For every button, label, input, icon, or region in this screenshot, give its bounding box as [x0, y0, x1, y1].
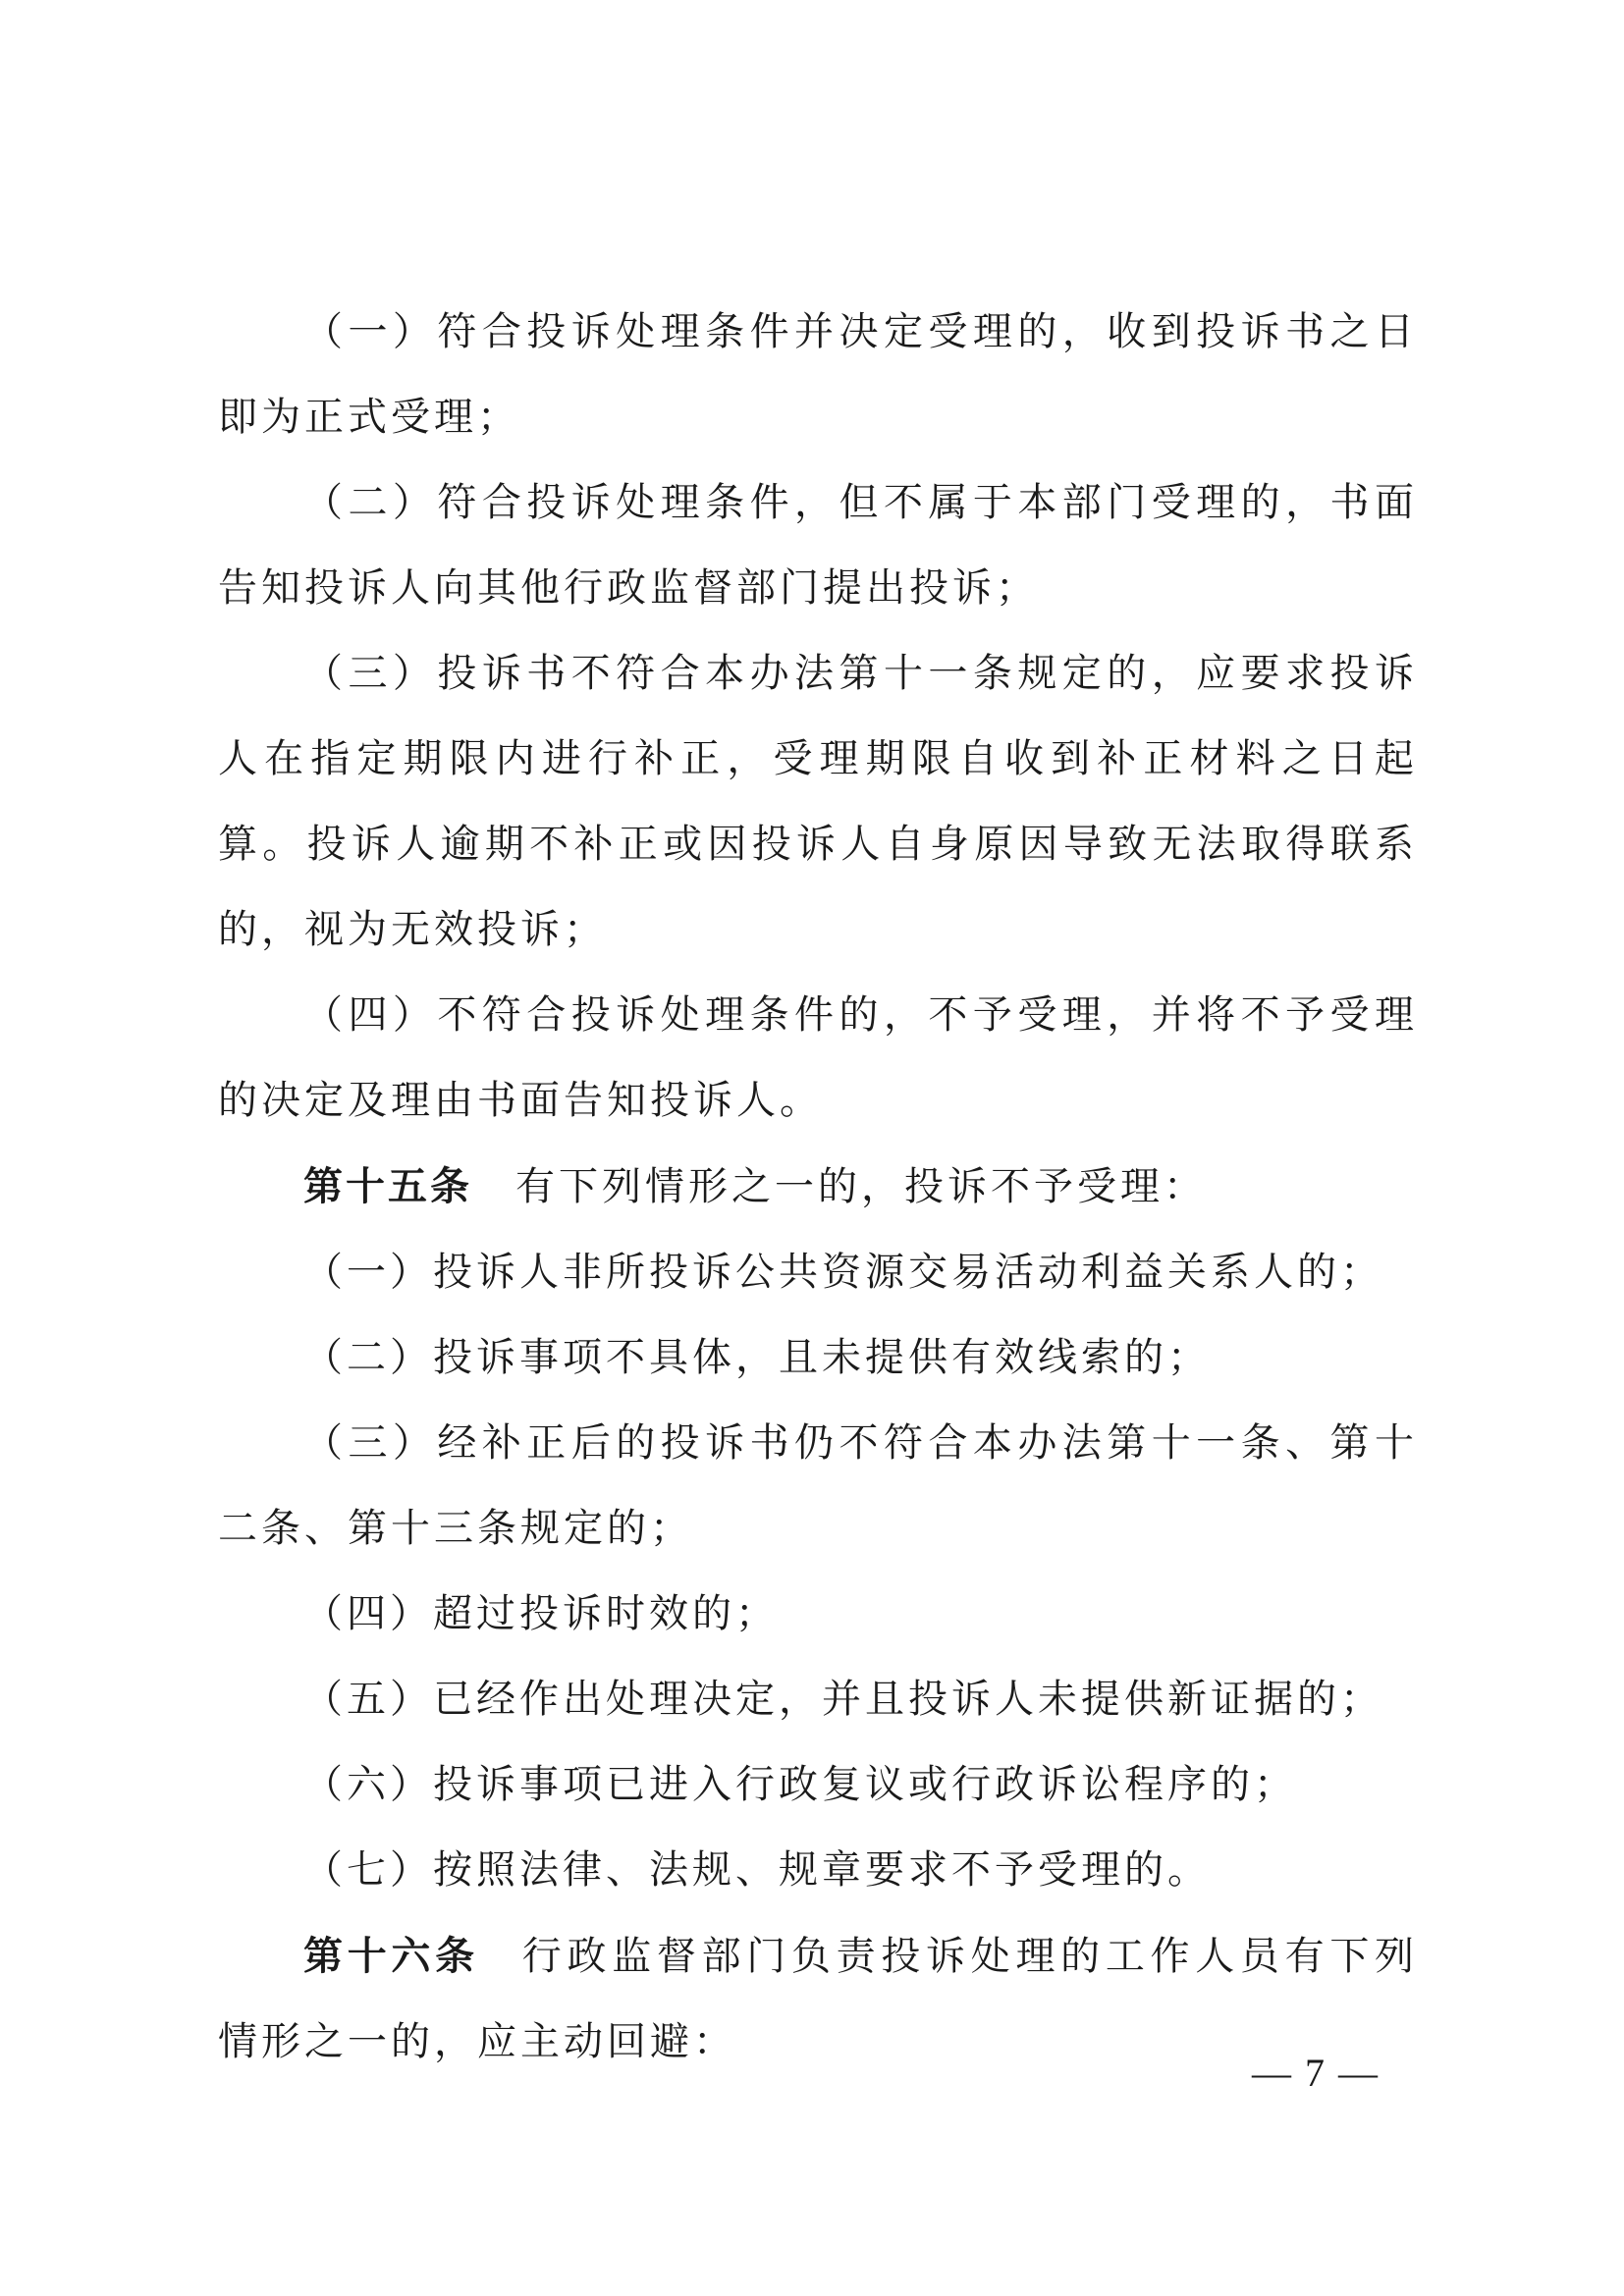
- paragraph-text: （五）已经作出处理决定，并且投诉人未提供新证据的；: [303, 1677, 1383, 1722]
- paragraph-8: [218, 1401, 1418, 1572]
- paragraph-text: （四）不符合投诉处理条件的，不予受理，并将不予受理的决定及理由书面告知投诉人。: [218, 992, 1418, 1123]
- paragraph-3: [218, 631, 1418, 973]
- paragraph-text: （三）投诉书不符合本办法第十一条规定的，应要求投诉人在指定期限内进行补正，受理期限自收到补正材料之日起算。投诉人逾期不补正或因投诉人自身原因导致无法取得联系的，视为无效投诉；: [218, 651, 1418, 952]
- page-number: — 7 —: [1252, 2051, 1380, 2095]
- paragraph-10: [218, 1657, 1418, 1742]
- paragraph-9: [218, 1572, 1418, 1657]
- paragraph-11: [218, 1742, 1418, 1828]
- article-16: [218, 1913, 1418, 2085]
- paragraph-text: 行政监督部门负责投诉处理的工作人员有下列情形之一的，应主动回避：: [218, 1934, 1419, 2064]
- paragraph-text: （七）按照法律、法规、规章要求不予受理的。: [303, 1847, 1211, 1893]
- paragraph-2: [218, 460, 1418, 631]
- document-body: [218, 290, 1418, 2085]
- paragraph-text: （二）投诉事项不具体，且未提供有效线索的；: [303, 1335, 1211, 1380]
- paragraph-text: （一）投诉人非所投诉公共资源交易活动利益关系人的；: [303, 1250, 1383, 1295]
- paragraph-1: [218, 290, 1418, 460]
- paragraph-text: 有下列情形之一的，投诉不予受理：: [515, 1164, 1207, 1209]
- article-heading: 第十六条: [303, 1933, 479, 1979]
- article-heading: 第十五条: [303, 1163, 472, 1209]
- paragraph-text: （四）超过投诉时效的；: [303, 1591, 779, 1636]
- article-15: [218, 1144, 1418, 1230]
- paragraph-text: （六）投诉事项已进入行政复议或行政诉讼程序的；: [303, 1762, 1297, 1807]
- paragraph-4: [218, 973, 1418, 1144]
- paragraph-text: （三）经补正后的投诉书仍不符合本办法第十一条、第十二条、第十三条规定的；: [218, 1420, 1418, 1551]
- paragraph-6: [218, 1230, 1418, 1315]
- paragraph-text: （二）符合投诉处理条件，但不属于本部门受理的，书面告知投诉人向其他行政监督部门提出投诉；: [218, 480, 1418, 611]
- paragraph-12: [218, 1828, 1418, 1913]
- paragraph-text: （一）符合投诉处理条件并决定受理的，收到投诉书之日即为正式受理；: [218, 309, 1418, 440]
- paragraph-7: [218, 1315, 1418, 1401]
